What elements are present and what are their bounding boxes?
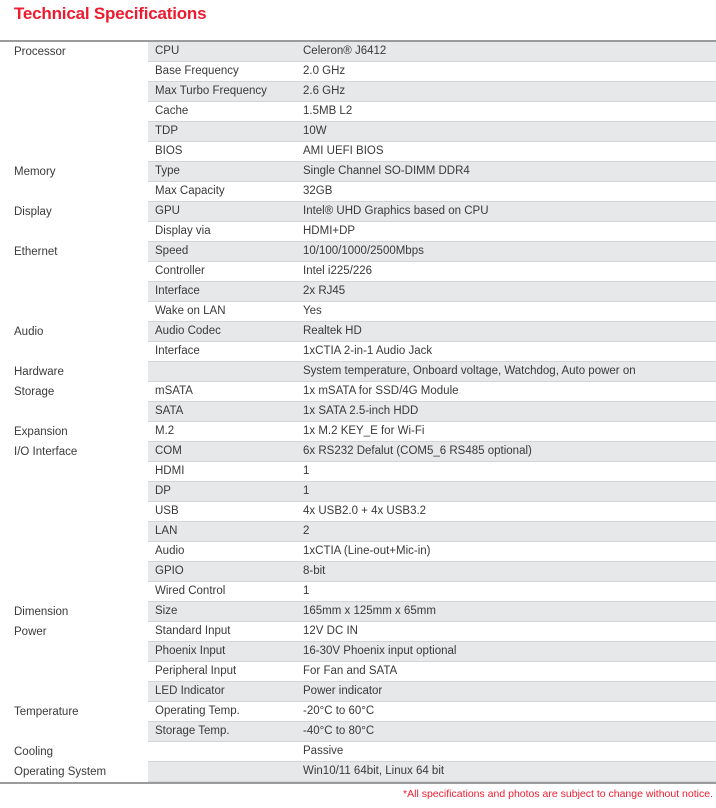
table-row [0, 422, 716, 442]
spec-cell [148, 742, 716, 762]
category-cell: Expansion [0, 422, 148, 442]
table-row [0, 102, 716, 122]
category-cell [0, 562, 148, 582]
category-cell [0, 102, 148, 122]
spec-value: 1x mSATA for SSD/4G Module [303, 385, 459, 397]
spec-cell [148, 582, 716, 602]
spec-value: 1.5MB L2 [303, 105, 353, 117]
spec-value: 2.6 GHz [303, 85, 346, 97]
spec-cell [148, 482, 716, 502]
table-row [0, 542, 716, 562]
spec-label: GPU [155, 205, 180, 217]
table-row [0, 682, 716, 702]
spec-cell [148, 62, 716, 82]
spec-value: -20°C to 60°C [303, 705, 375, 717]
category-cell: Display [0, 202, 148, 222]
category-cell: I/O Interface [0, 442, 148, 462]
spec-cell [148, 342, 716, 362]
spec-label: TDP [155, 125, 178, 137]
spec-value: HDMI+DP [303, 225, 356, 237]
table-row [0, 722, 716, 742]
category-cell [0, 142, 148, 162]
spec-label: GPIO [155, 565, 184, 577]
spec-value: 12V DC IN [303, 625, 358, 637]
table-row [0, 702, 716, 722]
spec-label: LAN [155, 525, 178, 537]
category-cell [0, 722, 148, 742]
category-cell: Temperature [0, 702, 148, 722]
spec-value: 1x SATA 2.5-inch HDD [303, 405, 419, 417]
spec-cell [148, 202, 716, 222]
table-row [0, 562, 716, 582]
spec-cell [148, 682, 716, 702]
table-row [0, 342, 716, 362]
category-cell [0, 182, 148, 202]
spec-cell [148, 222, 716, 242]
spec-cell [148, 162, 716, 182]
spec-value: 1 [303, 485, 310, 497]
category-cell [0, 502, 148, 522]
category-cell [0, 122, 148, 142]
spec-value: Passive [303, 745, 344, 757]
spec-cell [148, 322, 716, 342]
spec-table [0, 40, 716, 784]
spec-value: For Fan and SATA [303, 665, 398, 677]
spec-value: 1 [303, 465, 310, 477]
spec-value: 2.0 GHz [303, 65, 346, 77]
table-row [0, 62, 716, 82]
table-row [0, 162, 716, 182]
spec-label: Storage Temp. [155, 725, 230, 737]
spec-cell [148, 262, 716, 282]
spec-cell [148, 42, 716, 62]
category-cell: Dimension [0, 602, 148, 622]
spec-value: 6x RS232 Defalut (COM5_6 RS485 optional) [303, 445, 532, 457]
spec-cell [148, 182, 716, 202]
spec-cell [148, 502, 716, 522]
category-cell [0, 302, 148, 322]
spec-label: CPU [155, 45, 180, 57]
spec-label: Controller [155, 265, 205, 277]
spec-value: Win10/11 64bit, Linux 64 bit [303, 765, 445, 777]
table-row [0, 622, 716, 642]
category-cell [0, 662, 148, 682]
spec-label: Interface [155, 345, 200, 357]
table-row [0, 222, 716, 242]
category-cell [0, 82, 148, 102]
spec-label: Wired Control [155, 585, 226, 597]
table-row [0, 482, 716, 502]
spec-label: HDMI [155, 465, 185, 477]
spec-value: 1xCTIA 2-in-1 Audio Jack [303, 345, 433, 357]
spec-label: M.2 [155, 425, 175, 437]
spec-value: 2 [303, 525, 310, 537]
table-row [0, 242, 716, 262]
spec-label: Operating Temp. [155, 705, 240, 717]
table-row [0, 182, 716, 202]
spec-cell [148, 102, 716, 122]
spec-label: Audio Codec [155, 325, 221, 337]
table-row [0, 42, 716, 62]
spec-value: Yes [303, 305, 322, 317]
table-row [0, 442, 716, 462]
page-title: Technical Specifications [14, 4, 207, 23]
category-cell: Audio [0, 322, 148, 342]
table-row [0, 142, 716, 162]
spec-label: Cache [155, 105, 189, 117]
spec-label: Phoenix Input [155, 645, 226, 657]
table-row [0, 762, 716, 782]
category-cell [0, 582, 148, 602]
category-cell [0, 222, 148, 242]
spec-value: Realtek HD [303, 325, 362, 337]
spec-label: Max Turbo Frequency [155, 85, 267, 97]
spec-label [148, 742, 296, 761]
category-cell [0, 402, 148, 422]
spec-label: Peripheral Input [155, 665, 237, 677]
table-row [0, 602, 716, 622]
spec-value: Intel i225/226 [303, 265, 373, 277]
table-row [0, 582, 716, 602]
spec-label: Audio [155, 545, 185, 557]
table-row [0, 382, 716, 402]
spec-label: COM [155, 445, 182, 457]
category-cell [0, 522, 148, 542]
spec-label: Size [155, 605, 178, 617]
category-cell [0, 62, 148, 82]
category-cell: Ethernet [0, 242, 148, 262]
spec-cell [148, 242, 716, 262]
spec-value: Power indicator [303, 685, 383, 697]
spec-label: Type [155, 165, 180, 177]
spec-label: USB [155, 505, 179, 517]
spec-cell [148, 702, 716, 722]
spec-cell [148, 722, 716, 742]
spec-value: 1x M.2 KEY_E for Wi-Fi [303, 425, 425, 437]
spec-value: 16-30V Phoenix input optional [303, 645, 457, 657]
spec-cell [148, 142, 716, 162]
table-row [0, 502, 716, 522]
table-row [0, 662, 716, 682]
footnote: *All specifications and photos are subject to change without notice. [403, 788, 713, 800]
spec-cell [148, 302, 716, 322]
spec-label: BIOS [155, 145, 183, 157]
spec-cell [148, 282, 716, 302]
spec-value: 10/100/1000/2500Mbps [303, 245, 424, 257]
spec-value: 8-bit [303, 565, 326, 577]
spec-label: Base Frequency [155, 65, 239, 77]
table-row [0, 642, 716, 662]
spec-cell [148, 382, 716, 402]
category-cell [0, 262, 148, 282]
spec-label [148, 762, 296, 781]
table-row [0, 282, 716, 302]
spec-label [148, 362, 296, 381]
spec-cell [148, 422, 716, 442]
table-row [0, 742, 716, 762]
spec-value: AMI UEFI BIOS [303, 145, 384, 157]
table-row [0, 302, 716, 322]
spec-cell [148, 762, 716, 782]
spec-value: 165mm x 125mm x 65mm [303, 605, 436, 617]
spec-cell [148, 522, 716, 542]
spec-cell [148, 402, 716, 422]
table-row [0, 362, 716, 382]
spec-cell [148, 442, 716, 462]
spec-value: 1xCTIA (Line-out+Mic-in) [303, 545, 431, 557]
table-row [0, 202, 716, 222]
spec-cell [148, 562, 716, 582]
spec-value: 1 [303, 585, 310, 597]
table-row [0, 402, 716, 422]
spec-cell [148, 362, 716, 382]
category-cell [0, 682, 148, 702]
spec-label: LED Indicator [155, 685, 225, 697]
spec-label: Standard Input [155, 625, 231, 637]
spec-cell [148, 602, 716, 622]
spec-value: Single Channel SO-DIMM DDR4 [303, 165, 470, 177]
table-row [0, 122, 716, 142]
spec-label: DP [155, 485, 171, 497]
spec-label: Wake on LAN [155, 305, 226, 317]
table-row [0, 262, 716, 282]
category-cell [0, 542, 148, 562]
spec-label: Speed [155, 245, 189, 257]
table-row [0, 82, 716, 102]
category-cell: Memory [0, 162, 148, 182]
category-cell [0, 342, 148, 362]
spec-value: 4x USB2.0 + 4x USB3.2 [303, 505, 427, 517]
spec-label: SATA [155, 405, 184, 417]
spec-cell [148, 622, 716, 642]
category-cell: Hardware [0, 362, 148, 382]
spec-value: 32GB [303, 185, 333, 197]
spec-value: 2x RJ45 [303, 285, 346, 297]
table-row [0, 322, 716, 342]
table-row [0, 522, 716, 542]
category-cell: Storage [0, 382, 148, 402]
spec-label: mSATA [155, 385, 193, 397]
spec-label: Interface [155, 285, 200, 297]
table-row [0, 462, 716, 482]
spec-cell [148, 542, 716, 562]
spec-cell [148, 462, 716, 482]
category-cell [0, 282, 148, 302]
spec-value: Intel® UHD Graphics based on CPU [303, 205, 489, 217]
spec-cell [148, 642, 716, 662]
spec-cell [148, 82, 716, 102]
category-cell: Processor [0, 42, 148, 62]
spec-value: Celeron® J6412 [303, 45, 387, 57]
spec-value: 10W [303, 125, 327, 137]
category-cell: Operating System [0, 762, 148, 782]
category-cell [0, 642, 148, 662]
spec-value: System temperature, Onboard voltage, Watchdog, Auto power on [303, 365, 636, 377]
spec-label: Display via [155, 225, 211, 237]
spec-value: -40°C to 80°C [303, 725, 375, 737]
spec-cell [148, 662, 716, 682]
category-cell: Power [0, 622, 148, 642]
category-cell [0, 462, 148, 482]
spec-label: Max Capacity [155, 185, 225, 197]
category-cell [0, 482, 148, 502]
spec-cell [148, 122, 716, 142]
category-cell: Cooling [0, 742, 148, 762]
